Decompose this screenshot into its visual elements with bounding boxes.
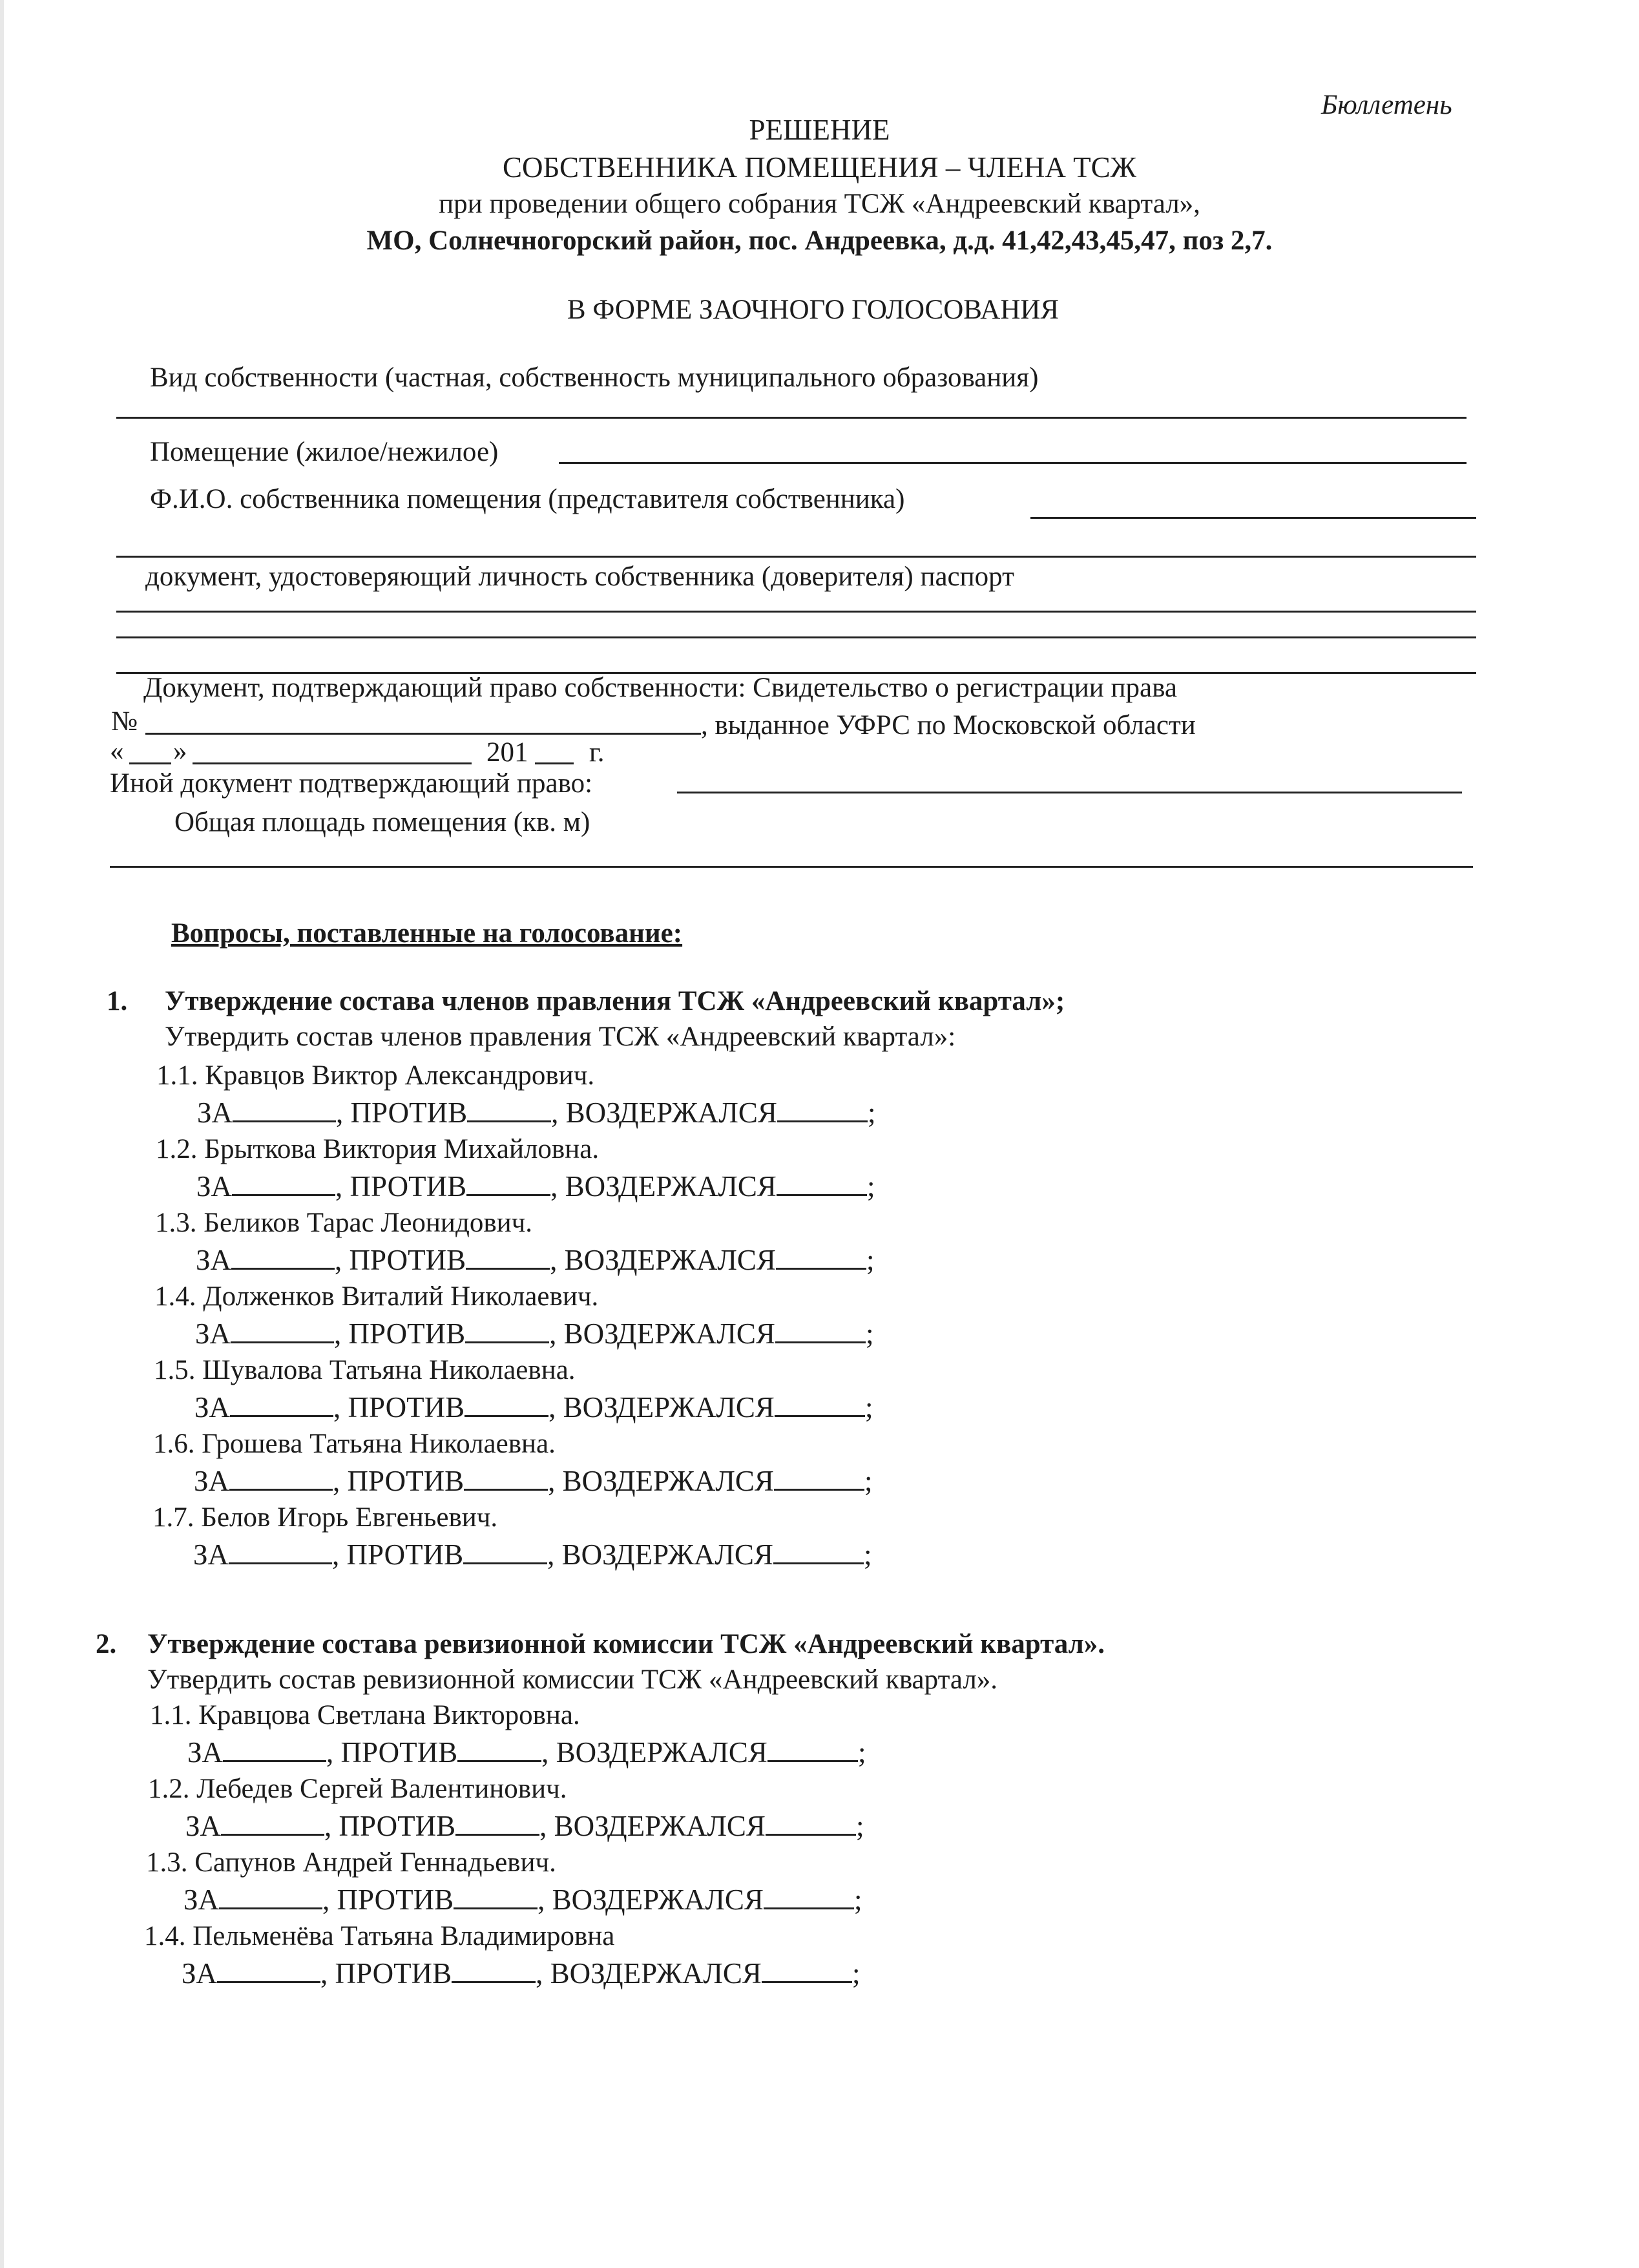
id-document-label: документ, удостоверяющий личность собственника (доверителя) паспорт — [145, 562, 1014, 592]
total-area-label: Общая площадь помещения (кв. м) — [174, 807, 590, 837]
vote-abstain-label: , ВОЗДЕРЖАЛСЯ — [548, 1391, 775, 1423]
vote-row — [194, 1391, 873, 1424]
questions-heading: Вопросы, поставленные на голосование: — [171, 918, 683, 949]
form-type: В ФОРМЕ ЗАОЧНОГО ГОЛОСОВАНИЯ — [567, 295, 1060, 325]
vote-abstain-field[interactable] — [777, 1098, 868, 1122]
vote-abstain-field[interactable] — [766, 1812, 856, 1836]
vote-abstain-label: , ВОЗДЕРЖАЛСЯ — [536, 1957, 762, 1990]
premises-label: Помещение (жилое/нежилое) — [150, 437, 499, 467]
vote-abstain-field[interactable] — [775, 1319, 866, 1343]
vote-for-field[interactable] — [231, 1319, 334, 1343]
vote-for-label: ЗА — [185, 1810, 222, 1842]
total-area-line[interactable] — [110, 866, 1473, 868]
property-type-line[interactable] — [116, 417, 1467, 419]
property-type-label: Вид собственности (частная, собственность муниципального образования) — [150, 362, 1039, 393]
vote-for-field[interactable] — [217, 1959, 320, 1983]
date-month-line[interactable] — [193, 762, 472, 764]
vote-abstain-label: , ВОЗДЕРЖАЛСЯ — [549, 1318, 775, 1350]
candidate-name: 1.5. Шувалова Татьяна Николаевна. — [154, 1355, 576, 1385]
question-2-title: Утверждение состава ревизионной комиссии ТСЖ «Андреевский квартал». — [147, 1629, 1105, 1659]
other-doc-label: Иной документ подтверждающий право: — [110, 768, 593, 799]
question-1-number: 1. — [107, 986, 128, 1016]
vote-for-label: ЗА — [193, 1538, 229, 1571]
bulletin-label: Бюллетень — [1321, 90, 1452, 120]
year-suffix: г. — [589, 737, 605, 768]
vote-end: ; — [851, 1957, 861, 1990]
vote-against-label: , ПРОТИВ — [333, 1391, 465, 1423]
vote-row — [194, 1464, 872, 1498]
vote-for-label: ЗА — [195, 1318, 231, 1350]
vote-for-field[interactable] — [221, 1812, 324, 1836]
date-year-line[interactable] — [535, 762, 574, 764]
candidate-name: 1.4. Пельменёва Татьяна Владимировна — [144, 1921, 615, 1951]
title-address: МО, Солнечногорский район, пос. Андреевка, д.д. 41,42,43,45,47, поз 2,7. — [366, 226, 1273, 256]
vote-abstain-label: , ВОЗДЕРЖАЛСЯ — [539, 1810, 766, 1842]
vote-for-label: ЗА — [196, 1244, 232, 1276]
vote-for-field[interactable] — [229, 1540, 332, 1564]
vote-against-label: , ПРОТИВ — [336, 1097, 468, 1129]
question-2-subtitle: Утвердить состав ревизионной комиссии ТСЖ «Андреевский квартал». — [147, 1664, 998, 1695]
vote-end: ; — [853, 1884, 862, 1916]
vote-end: ; — [865, 1318, 874, 1350]
vote-against-label: , ПРОТИВ — [326, 1736, 458, 1769]
title-meeting: при проведении общего собрания ТСЖ «Андреевский квартал», — [439, 189, 1200, 219]
vote-abstain-label: , ВОЗДЕРЖАЛСЯ — [551, 1097, 777, 1129]
vote-against-label: , ПРОТИВ — [335, 1170, 467, 1202]
vote-abstain-field[interactable] — [776, 1246, 866, 1270]
vote-against-label: , ПРОТИВ — [320, 1957, 452, 1990]
vote-end: ; — [864, 1465, 873, 1497]
vote-for-label: ЗА — [187, 1736, 224, 1769]
id-document-line[interactable] — [116, 611, 1476, 613]
date-open-quote: « — [110, 736, 124, 766]
vote-end: ; — [866, 1170, 875, 1202]
vote-abstain-field[interactable] — [762, 1959, 852, 1983]
vote-row — [196, 1243, 874, 1277]
vote-row — [196, 1170, 875, 1203]
vote-abstain-label: , ВОЗДЕРЖАЛСЯ — [541, 1736, 767, 1769]
vote-against-field[interactable] — [466, 1246, 550, 1270]
vote-abstain-field[interactable] — [774, 1467, 864, 1491]
vote-for-label: ЗА — [183, 1884, 220, 1916]
number-prefix: № — [111, 706, 138, 737]
vote-for-label: ЗА — [182, 1957, 218, 1990]
vote-row — [193, 1538, 872, 1571]
vote-for-field[interactable] — [219, 1885, 322, 1909]
vote-abstain-label: , ВОЗДЕРЖАЛСЯ — [550, 1170, 777, 1202]
vote-against-label: , ПРОТИВ — [335, 1244, 466, 1276]
year-prefix: 201 — [486, 737, 528, 768]
date-day-line[interactable] — [129, 762, 171, 764]
vote-end: ; — [864, 1391, 873, 1423]
vote-end: ; — [867, 1097, 876, 1129]
certificate-number-line[interactable] — [145, 733, 701, 735]
vote-for-field[interactable] — [230, 1393, 333, 1417]
vote-for-label: ЗА — [196, 1170, 233, 1202]
vote-for-field[interactable] — [231, 1246, 335, 1270]
vote-abstain-field[interactable] — [777, 1172, 867, 1196]
candidate-name: 1.7. Белов Игорь Евгеньевич. — [152, 1502, 498, 1533]
candidate-name: 1.1. Кравцова Светлана Викторовна. — [150, 1700, 580, 1730]
vote-for-label: ЗА — [197, 1097, 233, 1129]
vote-against-label: , ПРОТИВ — [333, 1465, 465, 1497]
vote-for-label: ЗА — [194, 1391, 231, 1423]
vote-against-field[interactable] — [454, 1885, 538, 1909]
vote-abstain-field[interactable] — [775, 1393, 865, 1417]
vote-abstain-label: , ВОЗДЕРЖАЛСЯ — [550, 1244, 776, 1276]
vote-end: ; — [855, 1810, 864, 1842]
candidate-name: 1.6. Грошева Татьяна Николаевна. — [153, 1429, 556, 1459]
vote-row — [183, 1883, 862, 1916]
vote-row — [195, 1317, 873, 1350]
vote-against-field[interactable] — [463, 1540, 547, 1564]
candidate-name: 1.4. Долженков Виталий Николаевич. — [154, 1281, 599, 1312]
vote-against-field[interactable] — [467, 1098, 551, 1122]
other-doc-line[interactable] — [677, 792, 1462, 793]
vote-for-field[interactable] — [223, 1738, 326, 1762]
vote-against-label: , ПРОТИВ — [334, 1318, 466, 1350]
vote-against-field[interactable] — [466, 1172, 550, 1196]
vote-row — [185, 1809, 864, 1843]
ownership-doc-label: Документ, подтверждающий право собственности: Свидетельство о регистрации права — [143, 673, 1177, 703]
vote-against-field[interactable] — [457, 1738, 541, 1762]
vote-row — [182, 1957, 860, 1990]
candidate-name: 1.2. Лебедев Сергей Валентинович. — [148, 1774, 567, 1804]
vote-end: ; — [857, 1736, 866, 1769]
vote-abstain-label: , ВОЗДЕРЖАЛСЯ — [538, 1884, 764, 1916]
id-document-line-2[interactable] — [116, 636, 1476, 638]
question-1-subtitle: Утвердить состав членов правления ТСЖ «Андреевский квартал»: — [165, 1022, 956, 1052]
vote-against-label: , ПРОТИВ — [332, 1538, 464, 1571]
vote-for-field[interactable] — [233, 1098, 336, 1122]
date-close-quote: » — [173, 736, 187, 766]
vote-against-field[interactable] — [455, 1812, 539, 1836]
owner-name-label: Ф.И.О. собственника помещения (представителя собственника) — [150, 484, 905, 514]
candidate-name: 1.1. Кравцов Виктор Александрович. — [156, 1060, 595, 1091]
question-1-title: Утверждение состава членов правления ТСЖ «Андреевский квартал»; — [165, 986, 1065, 1016]
vote-abstain-field[interactable] — [773, 1540, 864, 1564]
candidate-name: 1.2. Брыткова Виктория Михайловна. — [156, 1134, 600, 1164]
owner-name-line-2[interactable] — [116, 556, 1476, 558]
vote-against-label: , ПРОТИВ — [322, 1884, 454, 1916]
vote-row — [197, 1096, 875, 1129]
vote-abstain-label: , ВОЗДЕРЖАЛСЯ — [548, 1465, 774, 1497]
vote-against-field[interactable] — [452, 1959, 536, 1983]
vote-for-label: ЗА — [194, 1465, 230, 1497]
vote-row — [187, 1736, 866, 1769]
question-2-number: 2. — [96, 1629, 117, 1659]
issued-by-label: , выданное УФРС по Московской области — [701, 710, 1196, 740]
vote-for-field[interactable] — [229, 1467, 333, 1491]
vote-for-field[interactable] — [232, 1172, 335, 1196]
candidate-name: 1.3. Сапунов Андрей Геннадьевич. — [146, 1847, 556, 1878]
vote-end: ; — [866, 1244, 875, 1276]
vote-against-field[interactable] — [465, 1319, 549, 1343]
vote-against-field[interactable] — [464, 1467, 548, 1491]
owner-name-line[interactable] — [1030, 517, 1476, 519]
title-owner: СОБСТВЕННИКА ПОМЕЩЕНИЯ – ЧЛЕНА ТСЖ — [502, 151, 1136, 184]
premises-line[interactable] — [559, 462, 1467, 464]
title-decision: РЕШЕНИЕ — [749, 114, 890, 146]
vote-end: ; — [863, 1538, 872, 1571]
scan-edge — [0, 0, 4, 2268]
vote-against-label: , ПРОТИВ — [324, 1810, 456, 1842]
candidate-name: 1.3. Беликов Тарас Леонидович. — [155, 1208, 533, 1238]
vote-abstain-label: , ВОЗДЕРЖАЛСЯ — [547, 1538, 773, 1571]
vote-abstain-field[interactable] — [764, 1885, 854, 1909]
vote-against-field[interactable] — [465, 1393, 548, 1417]
vote-abstain-field[interactable] — [767, 1738, 858, 1762]
